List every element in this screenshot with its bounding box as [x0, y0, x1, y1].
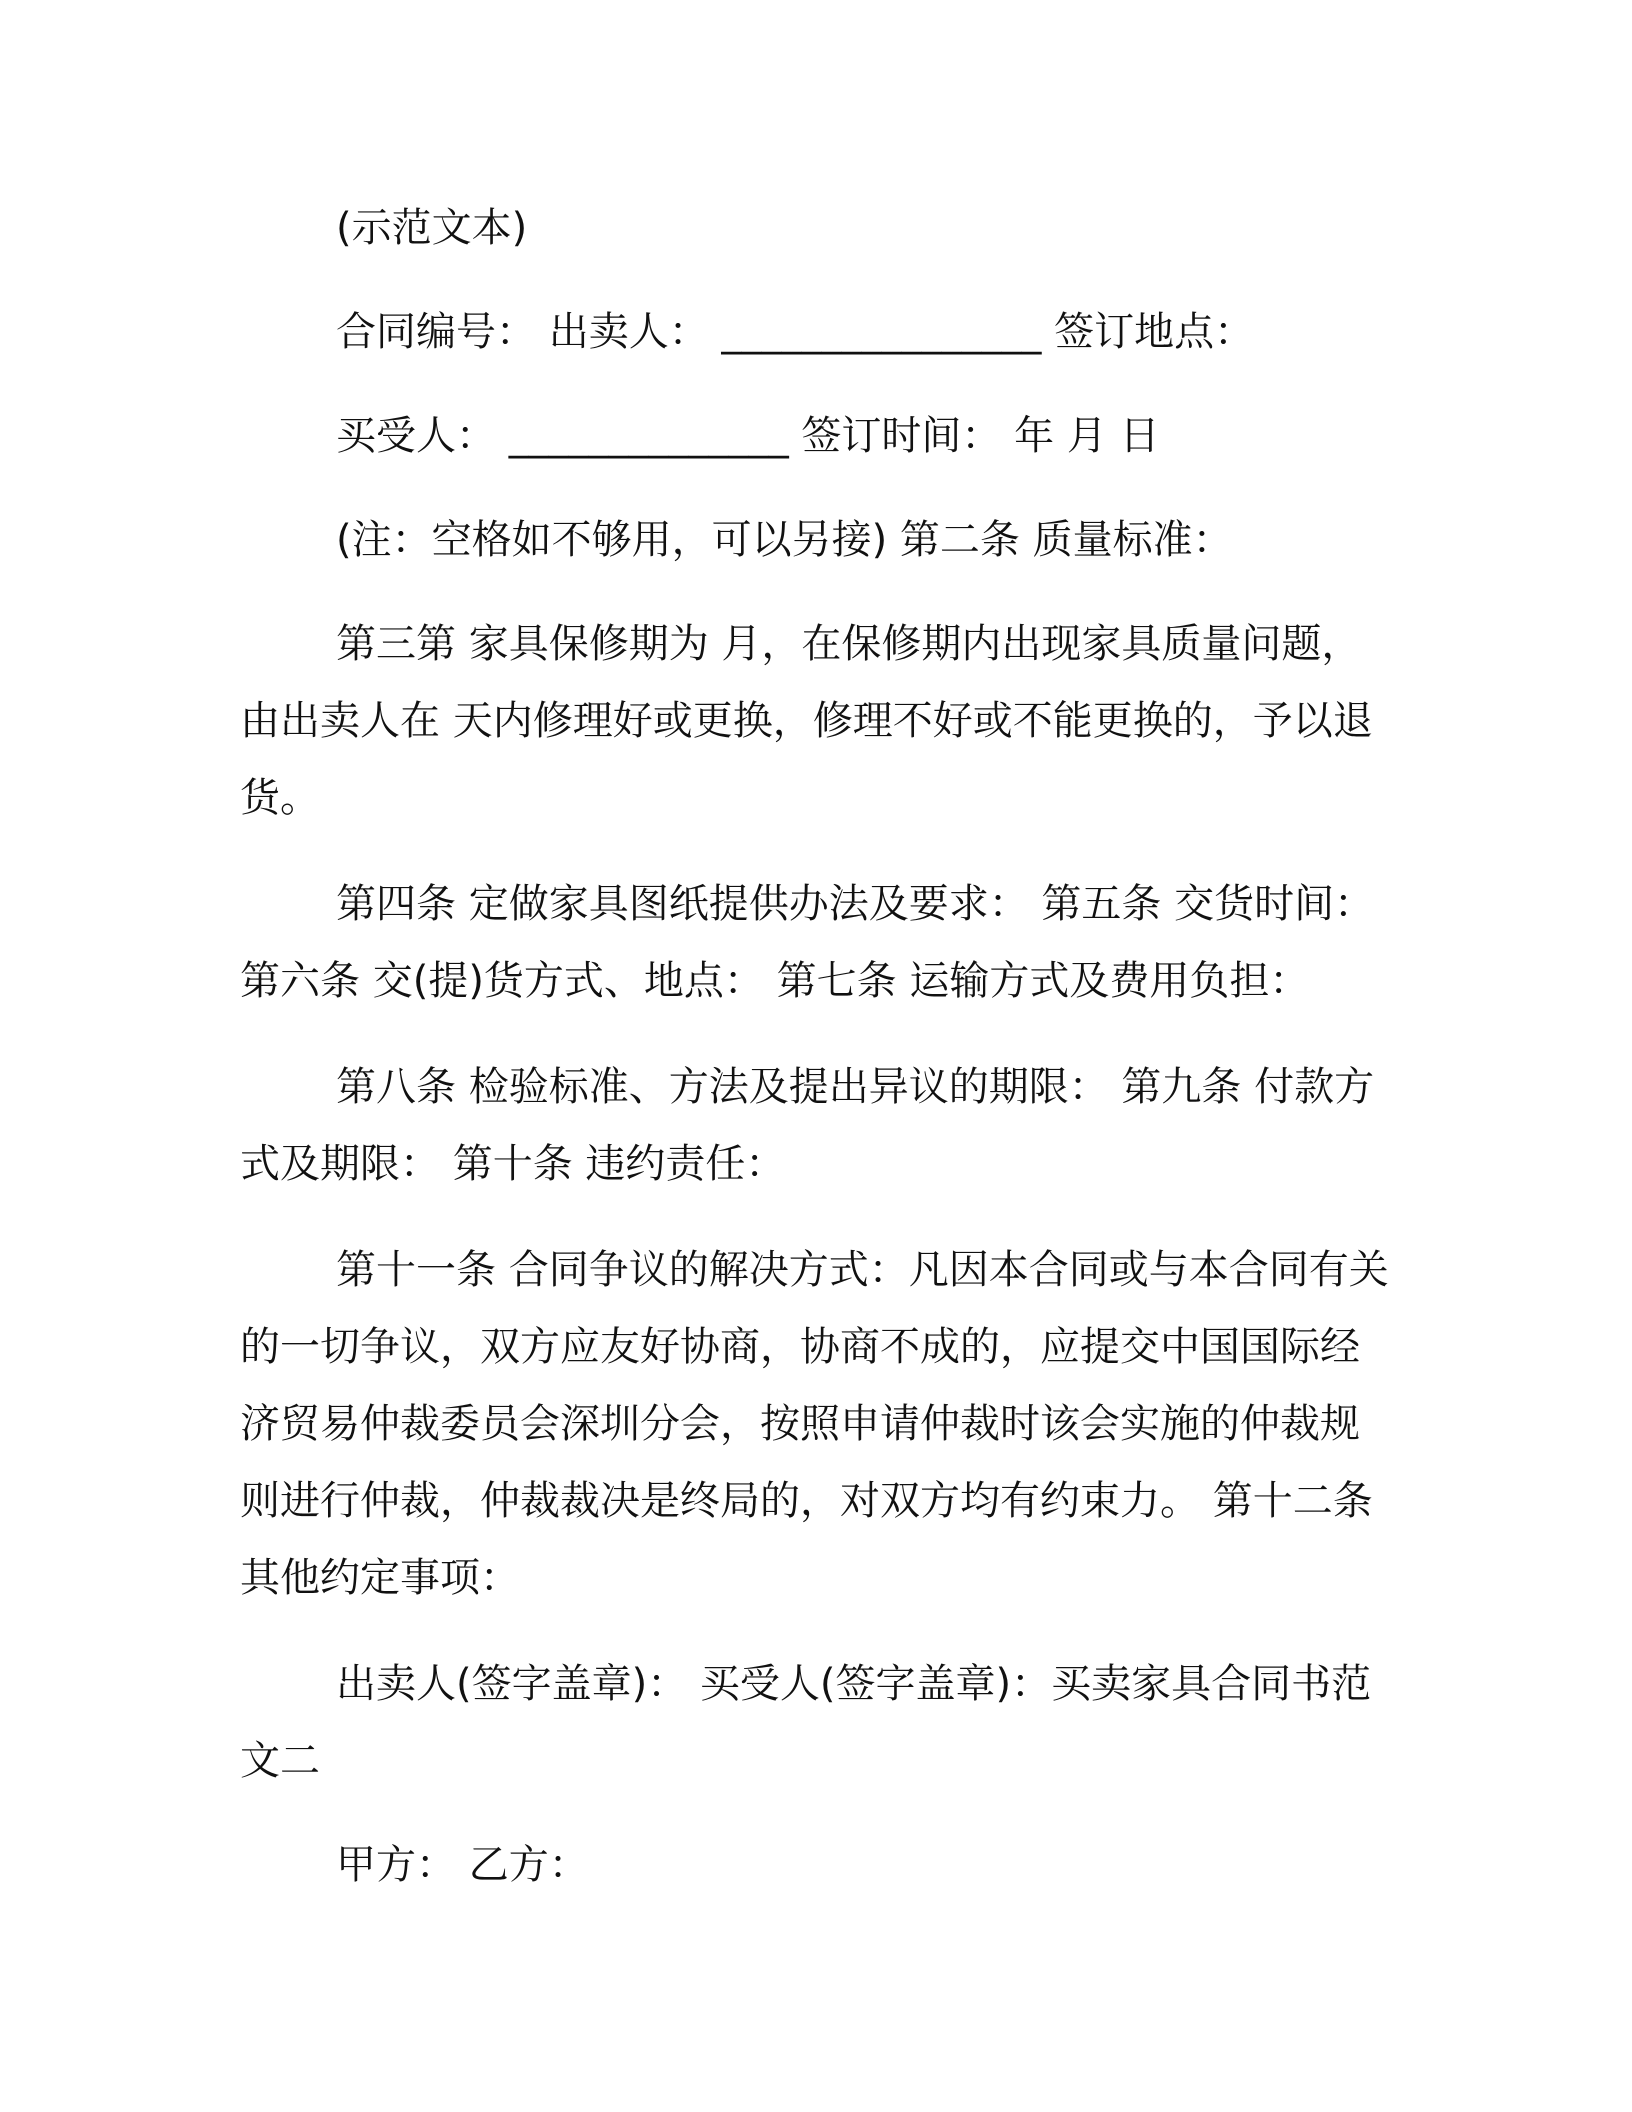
party-a-b-line: 甲方： 乙方： — [336, 1842, 589, 1888]
article-11-12-dispute: 第十一条 合同争议的解决方式：凡因本合同或与本合同有关的一切争议，双方应友好协商，协商不成的，应提交中国国际经济贸易仲裁委员会深圳分会，按照申请仲裁时该会实施的仲裁规则进行仲裁，仲裁裁决是终局的，对双方均有约束力。 第十二条 其他约定事项： — [240, 1247, 1389, 1601]
document-body — [240, 190, 1395, 1931]
sample-text-label: (示范文本) — [336, 205, 528, 251]
contract-number-line: 合同编号： 出卖人： ________________ 签订地点： — [336, 309, 1255, 355]
article-8-10-inspection-payment: 第八条 检验标准、方法及提出异议的期限： 第九条 付款方式及期限： 第十条 违约责任： — [240, 1064, 1375, 1187]
buyer-line: 买受人： ______________ 签订时间： 年 月 日 — [336, 413, 1160, 459]
article-4-7-delivery: 第四条 定做家具图纸提供办法及要求： 第五条 交货时间： 第六条 交(提)货方式、地点： 第七条 运输方式及费用负担： — [240, 881, 1387, 1004]
note-quality-standard: (注：空格如不够用，可以另接) 第二条 质量标准： — [336, 517, 1233, 563]
article-3-warranty: 第三第 家具保修期为 月，在保修期内出现家具质量问题，由出卖人在 天内修理好或更换，修理不好或不能更换的，予以退货。 — [240, 621, 1373, 821]
signature-line: 出卖人(签字盖章)： 买受人(签字盖章)：买卖家具合同书范文二 — [240, 1661, 1372, 1784]
